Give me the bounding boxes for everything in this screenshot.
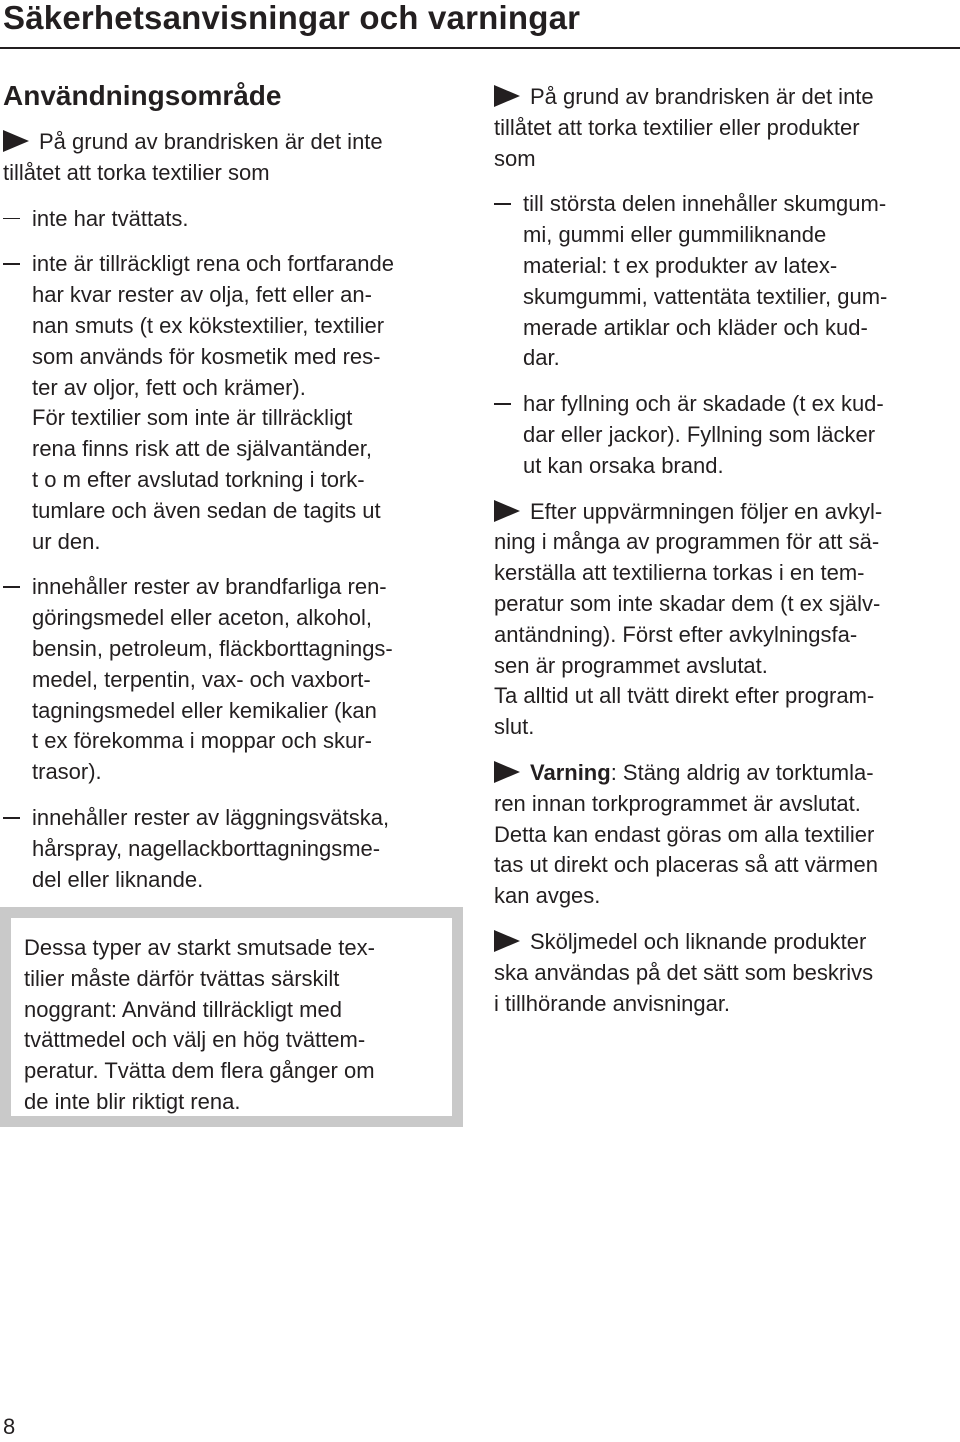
title-divider	[0, 47, 960, 49]
section-title: Användningsområde	[3, 80, 282, 111]
left-intro-paragraph	[3, 127, 465, 189]
list-item	[3, 204, 465, 235]
dash-marker	[3, 586, 20, 588]
play-triangle-icon	[494, 500, 520, 522]
list-item-text: innehåller rester av läggningsvätska, hårspray, nagellackborttagningsme- del eller liknande.	[32, 804, 390, 892]
left-intro-text: På grund av brandrisken är det inte tillåtet att torka textilier som	[3, 129, 383, 185]
dash-marker	[494, 403, 511, 405]
list-item-text: inte har tvättats.	[32, 205, 189, 231]
right-column	[494, 82, 956, 1034]
softener-paragraph	[494, 927, 956, 1019]
list-item	[494, 389, 956, 481]
list-item	[3, 572, 465, 788]
notice-text: Dessa typer av starkt smutsade tex- tilier måste därför tvättas särskilt noggrant: Använd tillräckligt med tvättmedel och välj en hög tvättem- peratur. Tvätta dem flera gånger om de inte blir riktigt rena.	[24, 935, 375, 1114]
list-item-text: till största delen innehåller skumgum- mi, gummi eller gummiliknande material: t ex produkter av latex- skumgummi, vattentäta textilier, gum- merade artiklar och kläder och kud- dar.	[523, 191, 888, 371]
dash-marker	[494, 203, 511, 205]
notice-box	[0, 907, 463, 1127]
list-item-text: har fyllning och är skadade (t ex kud- dar eller jackor). Fyllning som läcker ut kan orsaka brand.	[523, 391, 884, 478]
page-title: Säkerhetsanvisningar och varningar	[3, 0, 581, 36]
right-intro-paragraph	[494, 82, 956, 174]
play-triangle-icon	[494, 85, 520, 107]
softener-text: Sköljmedel och liknande produkter ska användas på det sätt som beskrivs i tillhörande anvisningar.	[494, 928, 874, 1016]
list-item	[494, 189, 956, 374]
warning-paragraph	[494, 758, 956, 912]
dash-marker	[3, 817, 20, 819]
list-item-text: inte är tillräckligt rena och fortfarande har kvar rester av olja, fett eller an- nan smuts (t ex kökstextilier, textilier som används för kosmetik med res- ter av oljor, fett och krämer). För textilier som inte är tillräckligt rena finns risk att de självantänder, t o m efter avslutad torkning i tork- tumlare och även sedan de tagits ut ur den.	[32, 251, 394, 554]
cooling-followup: Ta alltid ut all tvätt direkt efter program- slut.	[494, 683, 875, 740]
warning-text: : Stäng aldrig av torktumla- ren innan torkprogrammet är avslutat. Detta kan endast göras om alla textilier tas ut direkt och placeras så att värmen kan avges.	[494, 759, 878, 909]
play-triangle-icon	[494, 930, 520, 952]
list-item	[3, 803, 465, 895]
dash-marker	[3, 218, 20, 220]
cooling-paragraph	[494, 497, 956, 682]
list-item-text: innehåller rester av brandfarliga ren- göringsmedel eller aceton, alkohol, bensin, petroleum, fläckborttagnings- medel, terpentin, vax- och vaxbort- tagningsmedel eller kemikalier (kan t ex förekomma i moppar och skur- trasor).	[32, 574, 393, 785]
list-item	[3, 249, 465, 557]
dash-marker	[3, 263, 20, 265]
right-intro-text: På grund av brandrisken är det inte tillåtet att torka textilier eller produkter som	[494, 84, 874, 171]
play-triangle-icon	[3, 130, 29, 152]
cooling-text: Efter uppvärmningen följer en avkyl- ning i många av programmen för att sä- kerställa att textilierna torkas i en tem- peratur som inte skadar dem (t ex själv- antändning). Först efter avkylningsfa- sen är programmet avslutat.	[494, 498, 883, 678]
left-column	[3, 79, 465, 910]
play-triangle-icon	[494, 761, 520, 783]
page-number: 8	[3, 1414, 16, 1439]
warning-label: Varning	[530, 759, 611, 785]
